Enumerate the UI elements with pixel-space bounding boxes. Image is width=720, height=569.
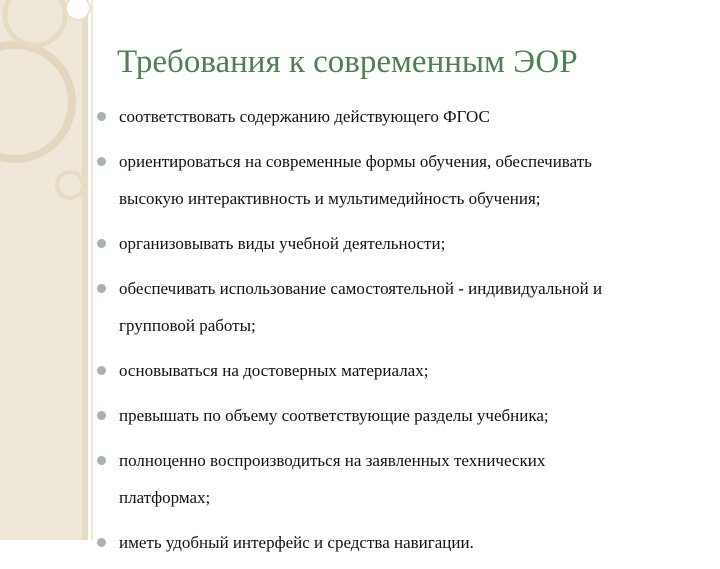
bullet-icon	[97, 456, 106, 465]
bullet-icon	[97, 284, 106, 293]
list-item-text: обеспечивать использование самостоятельной - индивидуальной и	[119, 279, 603, 298]
list-item	[96, 352, 706, 389]
slide-title: Требования к современным ЭОР	[117, 44, 578, 80]
bullet-icon	[97, 411, 106, 420]
medium-circle-outline-icon	[5, 0, 65, 45]
bullet-icon	[97, 157, 106, 166]
bullet-icon	[97, 538, 106, 547]
list-item	[96, 98, 706, 135]
filled-circle-icon	[66, 0, 90, 20]
bullet-icon	[97, 366, 106, 375]
list-item-text: иметь удобный интерфейс и средства навигации.	[119, 533, 474, 552]
list-item-text: основываться на достоверных материалах;	[119, 361, 429, 380]
small-circle-outline-icon	[57, 172, 83, 198]
large-circle-outline-icon	[0, 45, 72, 159]
list-item	[96, 524, 706, 561]
list-item-text: высокую интерактивность и мультимедийность обучения;	[119, 189, 541, 208]
list-item-text: превышать по объему соответствующие разделы учебника;	[119, 406, 549, 425]
list-item	[96, 270, 706, 344]
list-item-text: групповой работы;	[119, 316, 256, 335]
list-item	[96, 397, 706, 434]
list-item-text: ориентироваться на современные формы обучения, обеспечивать	[119, 152, 592, 171]
list-item-text: соответствовать содержанию действующего ФГОС	[119, 107, 490, 126]
list-item	[96, 225, 706, 262]
decorative-circles	[0, 0, 95, 540]
requirements-list	[96, 98, 706, 569]
bullet-icon	[97, 112, 106, 121]
bullet-icon	[97, 239, 106, 248]
list-item-text: полноценно воспроизводиться на заявленных технических	[119, 451, 546, 470]
list-item	[96, 442, 706, 516]
list-item-text: платформах;	[119, 488, 211, 507]
list-item	[96, 143, 706, 217]
list-item-text: организовывать виды учебной деятельности;	[119, 234, 446, 253]
